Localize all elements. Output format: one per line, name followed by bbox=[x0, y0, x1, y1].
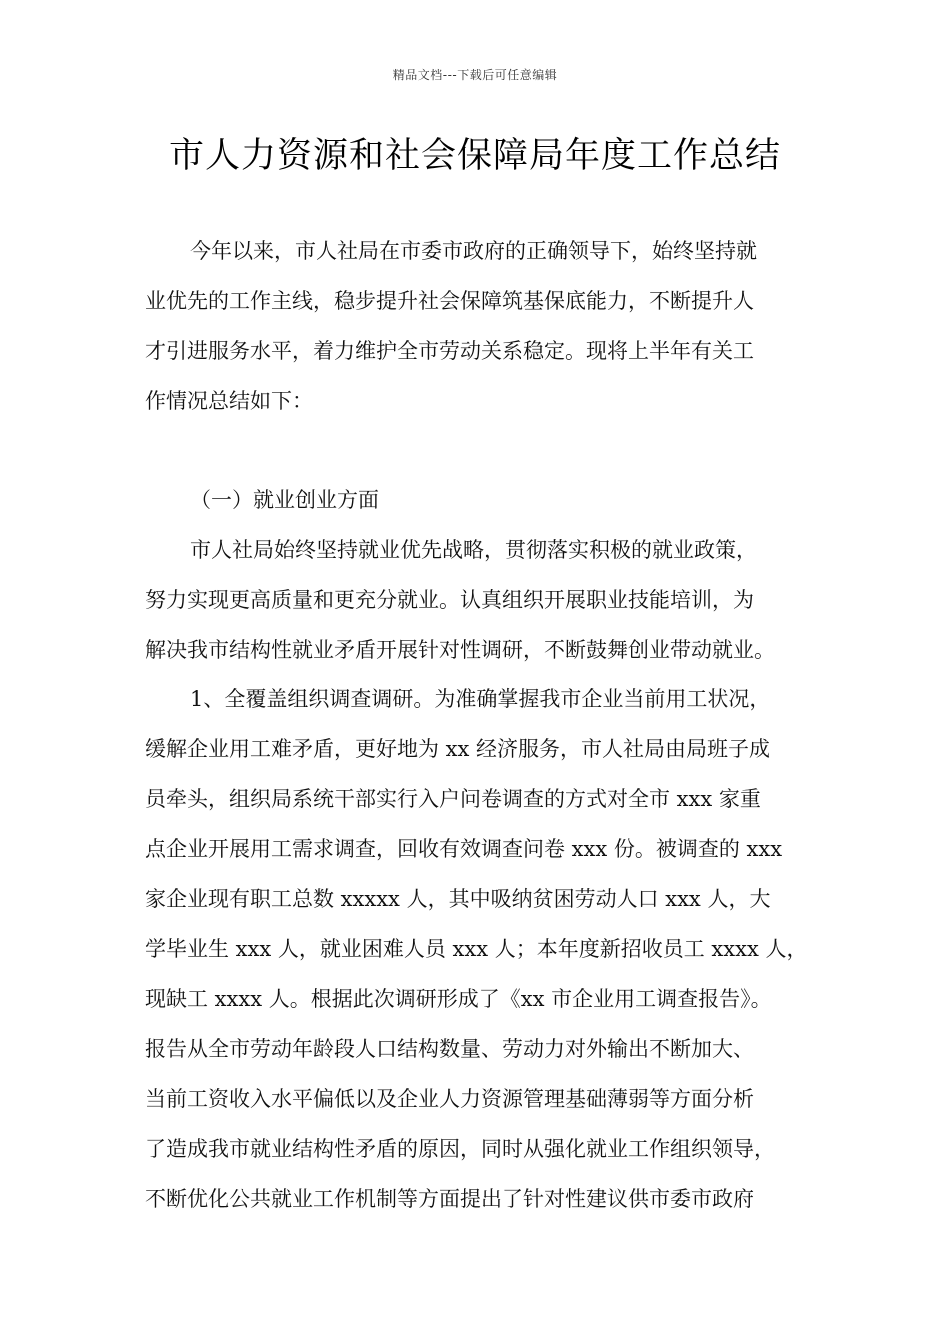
item1-line-11: 不断优化公共就业工作机制等方面提出了针对性建议供市委市政府 bbox=[145, 1187, 754, 1211]
section-heading: （一）就业创业方面 bbox=[190, 488, 379, 512]
section-para-line-2: 努力实现更高质量和更充分就业。认真组织开展职业技能培训，为 bbox=[145, 588, 754, 612]
item1-line-5: 家企业现有职工总数 xxxxx 人，其中吸纳贫困劳动人口 xxx 人，大 bbox=[145, 887, 771, 911]
item1-line-2: 缓解企业用工难矛盾，更好地为 xx 经济服务，市人社局由局班子成 bbox=[145, 737, 771, 761]
item1-line-8: 报告从全市劳动年龄段人口结构数量、劳动力对外输出不断加大、 bbox=[145, 1037, 754, 1061]
section-para-line-1: 市人社局始终坚持就业优先战略，贯彻落实积极的就业政策， bbox=[190, 538, 757, 562]
item1-line-4: 点企业开展用工需求调查，回收有效调查问卷 xxx 份。被调查的 xxx bbox=[145, 837, 783, 861]
document-title: 市人力资源和社会保障局年度工作总结 bbox=[168, 136, 781, 176]
item1-line-10: 了造成我市就业结构性矛盾的原因，同时从强化就业工作组织领导， bbox=[145, 1137, 775, 1161]
item1-line-7: 现缺工 xxxx 人。根据此次调研形成了《xx 市企业用工调查报告》。 bbox=[145, 987, 772, 1011]
intro-line-4: 作情况总结如下： bbox=[145, 389, 313, 413]
item1-line-9: 当前工资收入水平偏低以及企业人力资源管理基础薄弱等方面分析 bbox=[145, 1087, 754, 1111]
intro-line-3: 才引进服务水平，着力维护全市劳动关系稳定。现将上半年有关工 bbox=[145, 339, 754, 363]
item1-line-1: 1、全覆盖组织调查调研。为准确掌握我市企业当前用工状况， bbox=[190, 687, 771, 711]
item1-line-6: 学毕业生 xxx 人，就业困难人员 xxx 人；本年度新招收员工 xxxx 人， bbox=[145, 937, 808, 961]
page-header: 精品文档---下载后可任意编辑 bbox=[392, 68, 558, 82]
item1-line-3: 员牵头，组织局系统干部实行入户问卷调查的方式对全市 xxx 家重 bbox=[145, 787, 761, 811]
intro-line-1: 今年以来，市人社局在市委市政府的正确领导下，始终坚持就 bbox=[190, 239, 757, 263]
intro-line-2: 业优先的工作主线，稳步提升社会保障筑基保底能力，不断提升人 bbox=[145, 289, 754, 313]
section-para-line-3: 解决我市结构性就业矛盾开展针对性调研，不断鼓舞创业带动就业。 bbox=[145, 638, 775, 662]
